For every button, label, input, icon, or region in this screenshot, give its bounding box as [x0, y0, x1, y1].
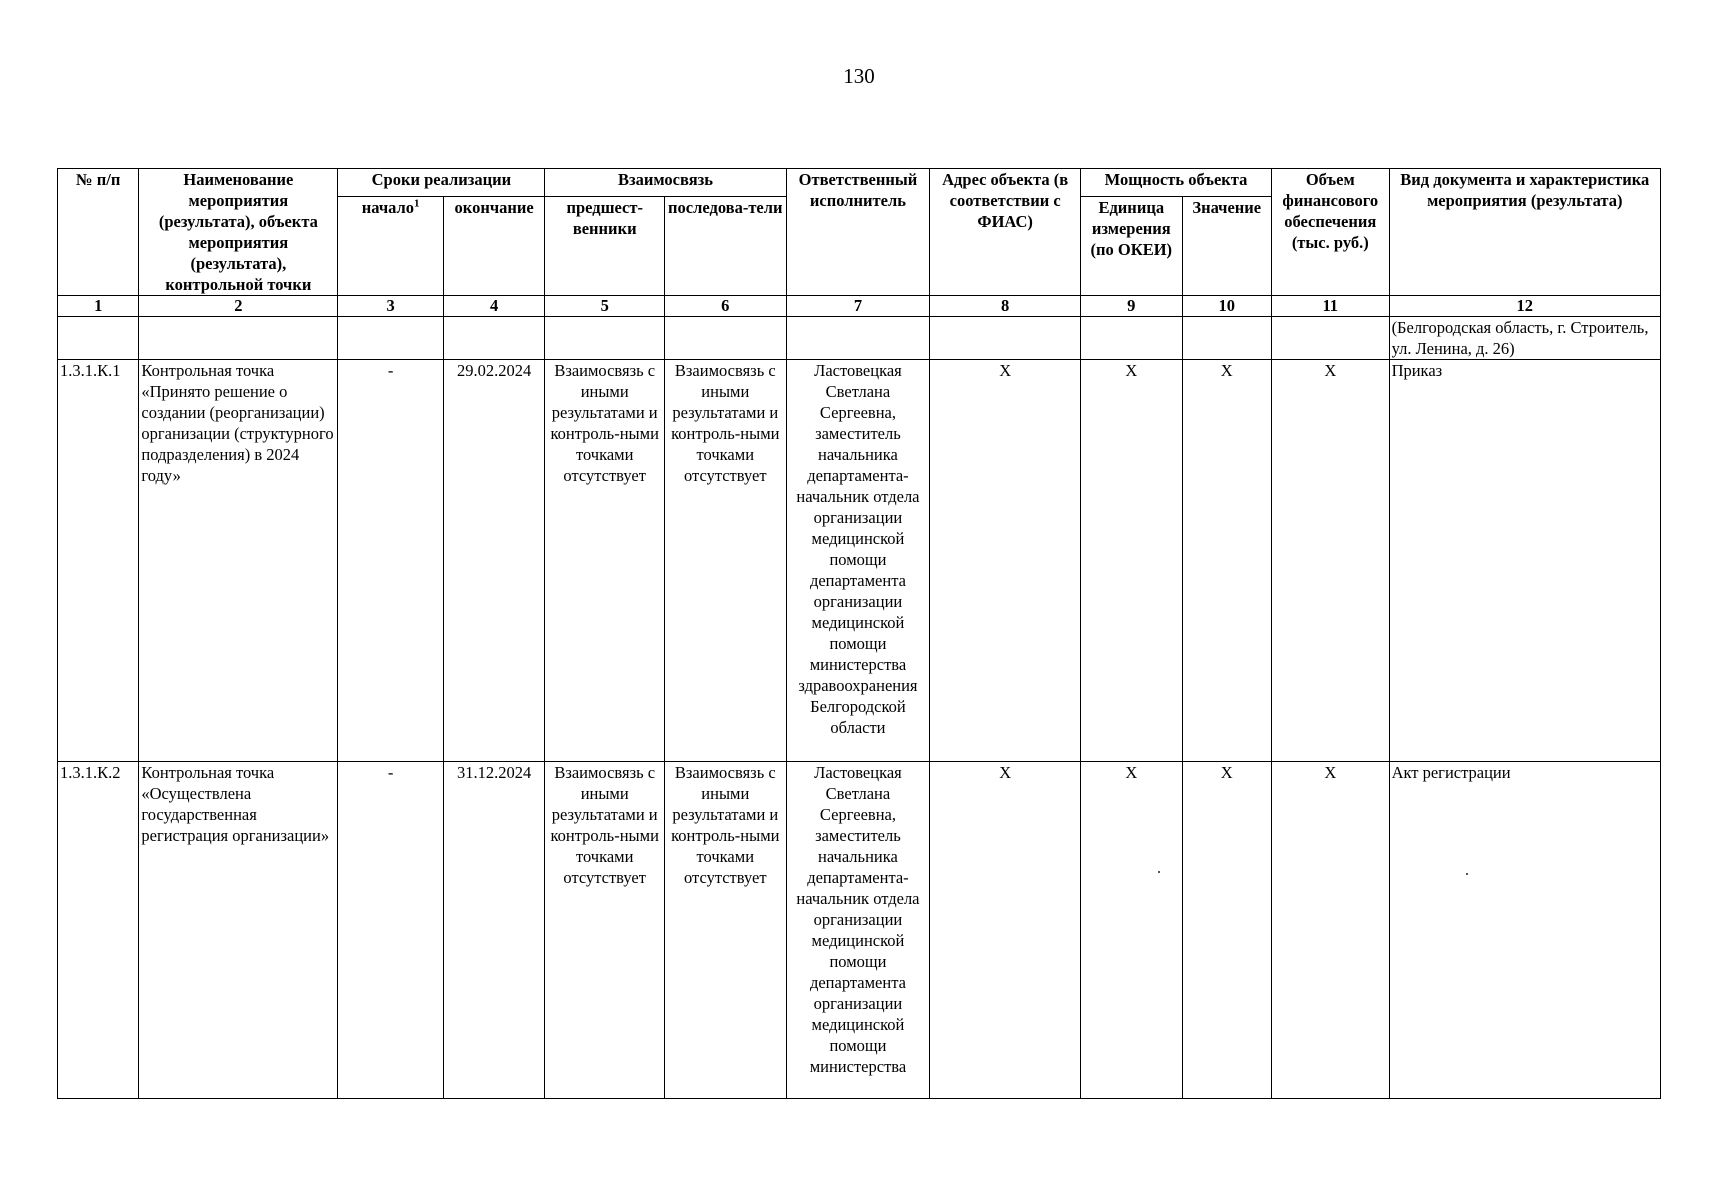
table-row	[58, 762, 1661, 1099]
row-doc-cell: Акт регистрации	[1389, 762, 1660, 1099]
column-number: 7	[786, 296, 930, 317]
row-address-cell: Х	[930, 360, 1081, 762]
row-responsible-cell: Ластовецкая Светлана Сергеевна, заместитель начальника департамента-начальник отдела организации медицинской помощи департамента организации медицинской помощи министерства	[786, 762, 930, 1099]
header-capacity: Мощность объекта	[1081, 169, 1272, 197]
header-successors: последова-тели	[665, 197, 787, 296]
column-number: 2	[139, 296, 338, 317]
header-value: Значение	[1182, 197, 1271, 296]
row-unit-cell: Х	[1081, 762, 1183, 1099]
header-unit: Единица измерения (по ОКЕИ)	[1081, 197, 1183, 296]
row-address-cell: Х	[930, 762, 1081, 1099]
column-number: 4	[443, 296, 545, 317]
column-numbers-row	[58, 296, 1661, 317]
header-start-label: начало	[361, 198, 415, 217]
row-successors-cell: Взаимосвязь с иными результатами и контроль-ными точками отсутствует	[665, 360, 787, 762]
header-doc-type: Вид документа и характеристика мероприятия (результата)	[1389, 169, 1660, 296]
row-unit-cell: Х	[1081, 360, 1183, 762]
column-number: 8	[930, 296, 1081, 317]
header-start-footnote: 1	[414, 197, 420, 210]
page-number: 130	[843, 64, 875, 88]
header-finance: Объем финансового обеспечения (тыс. руб.)	[1271, 169, 1389, 296]
column-number: 10	[1182, 296, 1271, 317]
scan-speck	[1466, 873, 1468, 875]
column-number: 1	[58, 296, 139, 317]
header-responsible: Ответственный исполнитель	[786, 169, 930, 296]
row-name-cell: Контрольная точка «Осуществлена государственная регистрация организации»	[139, 762, 338, 1099]
row-predecessors-cell: Взаимосвязь с иными результатами и контроль-ными точками отсутствует	[545, 360, 665, 762]
header-row-1	[58, 169, 1661, 197]
row-start-cell: -	[338, 360, 444, 762]
continuation-row	[58, 317, 1661, 360]
row-value-cell: Х	[1182, 360, 1271, 762]
row-responsible-cell: Ластовецкая Светлана Сергеевна, заместитель начальника департамента-начальник отдела организации медицинской помощи департамента организации медицинской помощи министерства здравоохранения Белгородской области	[786, 360, 930, 762]
continuation-address-cell: (Белгородская область, г. Строитель, ул. Ленина, д. 26)	[1389, 317, 1660, 360]
row-finance-cell: Х	[1271, 360, 1389, 762]
header-num: № п/п	[58, 169, 139, 296]
row-end-cell: 29.02.2024	[443, 360, 545, 762]
column-number: 12	[1389, 296, 1660, 317]
column-number: 9	[1081, 296, 1183, 317]
header-name: Наименование мероприятия (результата), объекта мероприятия (результата), контрольной точки	[139, 169, 338, 296]
header-relation: Взаимосвязь	[545, 169, 786, 197]
header-end: окончание	[443, 197, 545, 296]
row-end-cell: 31.12.2024	[443, 762, 545, 1099]
row-start-cell: -	[338, 762, 444, 1099]
column-number: 5	[545, 296, 665, 317]
row-predecessors-cell: Взаимосвязь с иными результатами и контроль-ными точками отсутствует	[545, 762, 665, 1099]
row-value-cell: Х	[1182, 762, 1271, 1099]
row-finance-cell: Х	[1271, 762, 1389, 1099]
row-num-cell: 1.3.1.К.2	[58, 762, 139, 1099]
column-number: 11	[1271, 296, 1389, 317]
row-name-cell: Контрольная точка «Принято решение о создании (реорганизации) организации (структурного подразделения) в 2024 году»	[139, 360, 338, 762]
header-predecessors: предшест-венники	[545, 197, 665, 296]
column-number: 6	[665, 296, 787, 317]
header-terms: Сроки реализации	[338, 169, 545, 197]
row-doc-cell: Приказ	[1389, 360, 1660, 762]
row-successors-cell: Взаимосвязь с иными результатами и контроль-ными точками отсутствует	[665, 762, 787, 1099]
scan-speck	[1158, 871, 1160, 873]
table-row	[58, 360, 1661, 762]
row-num-cell: 1.3.1.К.1	[58, 360, 139, 762]
column-number: 3	[338, 296, 444, 317]
schedule-table	[57, 168, 1661, 1099]
header-address: Адрес объекта (в соответствии с ФИАС)	[930, 169, 1081, 296]
header-start	[338, 197, 444, 296]
